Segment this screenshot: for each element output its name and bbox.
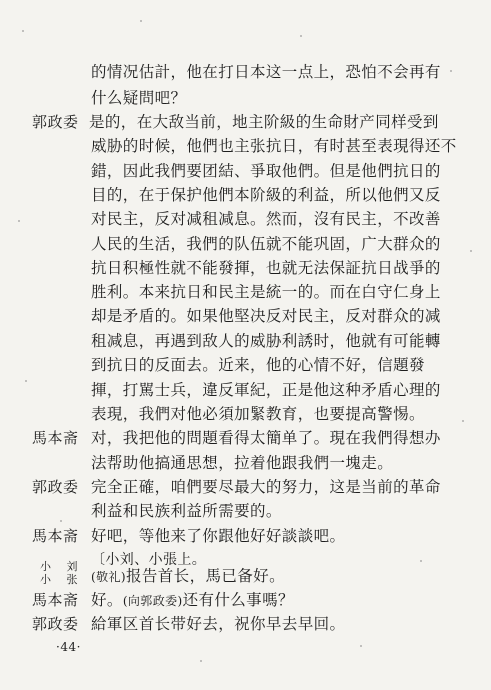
dialogue-line: 对，我把他的問題看得太簡单了。現在我們得想办 (91, 429, 441, 447)
dialogue-line (91, 590, 294, 611)
scan-speck (200, 660, 202, 662)
dialogue-text: 还有什么事嗎？ (182, 591, 294, 609)
dialogue-text: 好。 (91, 591, 123, 609)
speaker-label-xiaoliu: 小 刘 (40, 560, 84, 573)
scan-speck (360, 645, 362, 647)
dialogue-line: 給軍区首长带好去，祝你早去早回。 (91, 615, 346, 633)
stage-direction-inline: (向郭政委) (122, 594, 183, 608)
stage-direction-inline: (敬礼) (91, 570, 126, 584)
speaker-label: 馬本斋 (32, 591, 79, 609)
dialogue-line: 抗日积極性就不能發揮，也就无法保証抗日战爭的 (91, 259, 441, 277)
dialogue-line: 的情况估計，他在打日本这一点上，恐怕不会再有 (91, 63, 441, 81)
scan-speck (140, 20, 142, 22)
scan-speck (470, 250, 472, 252)
page-number: ·44· (56, 640, 81, 654)
dialogue-line: 胜利。本来抗日和民主是統一的。而在白守仁身上 (91, 283, 441, 301)
speaker-label: 郭政委 (32, 615, 79, 633)
speaker-label: 馬本斋 (32, 527, 79, 545)
dialogue-line: 对民主，反对减租减息。然而，沒有民主，不改善 (91, 210, 441, 228)
speaker-label-xiaozhang: 小 张 (40, 573, 84, 586)
dialogue-line: 什么疑問吧？ (91, 89, 187, 107)
dialogue-line: 租减息，再遇到敌人的威胁利誘时，他就有可能轉 (91, 332, 441, 350)
dialogue-line: 好吧，等他来了你跟他好好談談吧。 (91, 527, 346, 545)
dialogue-line: 法帮助他搞通思想，拉着他跟我們一塊走。 (91, 454, 394, 472)
dialogue-line: 揮，打駡士兵，違反軍紀，正是他这种矛盾心理的 (91, 381, 441, 399)
speaker-label: 郭政委 (32, 478, 79, 496)
dialogue-line: 威胁的时候，他們也主张抗日，有时甚至表現得还不 (91, 137, 457, 155)
dialogue-line: 錯，因此我們要团結、爭取他們。但是他們抗日的 (91, 162, 441, 180)
scan-speck (462, 420, 464, 422)
dialogue-text: 报告首长，馬已备好。 (125, 567, 285, 585)
dialogue-line: 到抗日的反面去。近来，他的心情不好，信題發 (91, 356, 425, 374)
scan-speck (420, 560, 422, 562)
dialogue-line: 表現，我們对他必須加緊教育，也要提高警惕。 (91, 405, 425, 423)
scan-speck (450, 70, 452, 72)
dialogue-line: 是的，在大敌当前，地主阶級的生命財产同样受到 (89, 113, 439, 131)
scan-speck (25, 380, 27, 382)
scan-speck (300, 35, 302, 37)
stage-direction: 〔小刘、小張上。 (91, 552, 207, 568)
dialogue-line: 利益和民族利益所需要的。 (91, 502, 282, 520)
dialogue-line: 人民的生活，我們的队伍就不能巩固，广大群众的 (91, 235, 441, 253)
scan-speck (22, 30, 24, 32)
dialogue-line: 却是矛盾的。如果他堅决反对民主，反对群众的减 (91, 307, 441, 325)
speaker-label: 馬本斋 (32, 429, 79, 447)
scan-speck (18, 220, 20, 222)
dialogue-line: 目的，在于保护他們本阶級的利益，所以他們又反 (91, 186, 441, 204)
dialogue-line: 完全正確，咱們要尽最大的努力，这是当前的革命 (91, 478, 441, 496)
scan-speck (60, 520, 62, 522)
dialogue-line (91, 566, 285, 587)
speaker-label: 郭政委 (32, 113, 79, 131)
